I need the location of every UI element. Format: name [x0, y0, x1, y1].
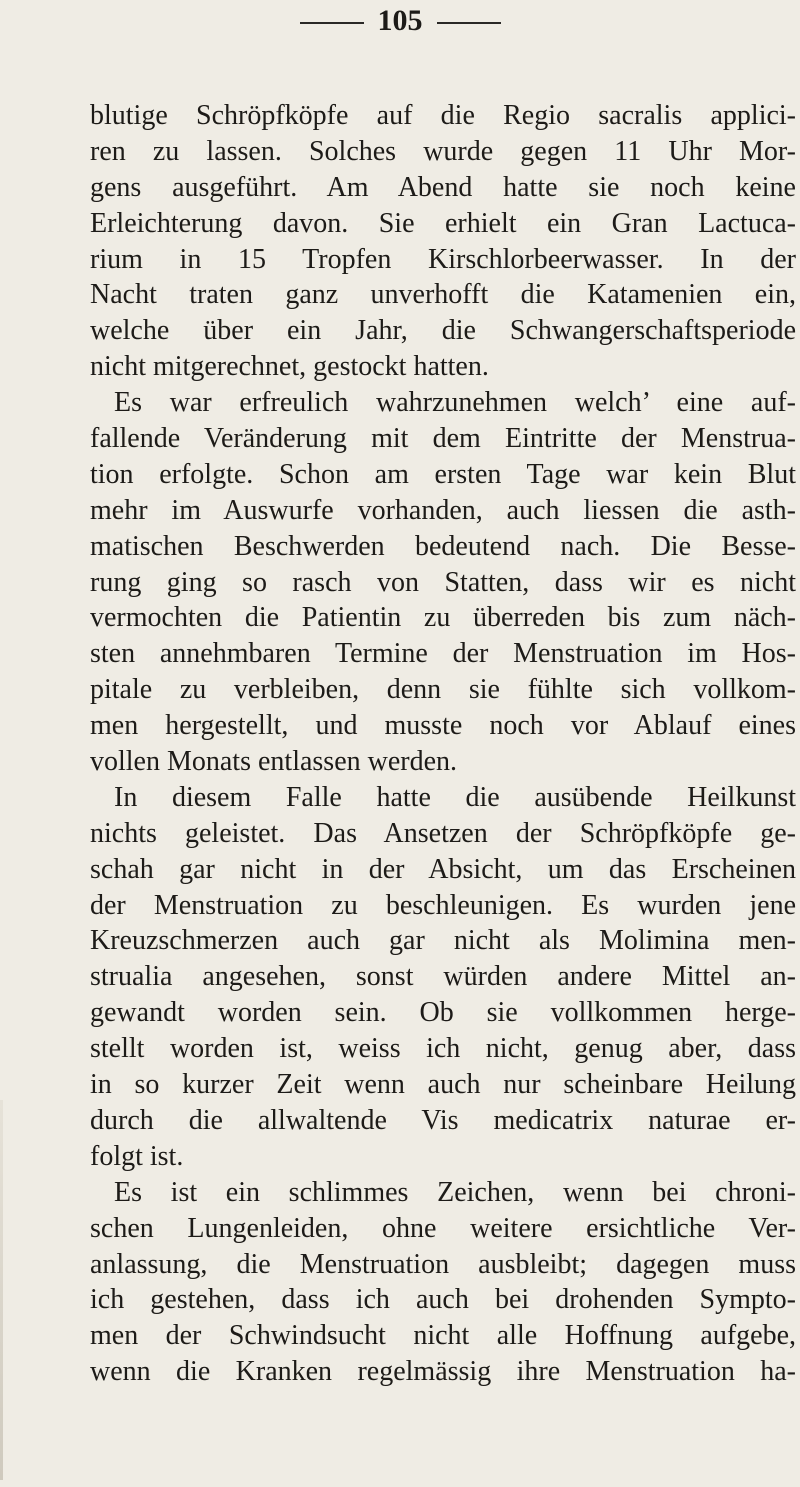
header-rule-right: [437, 22, 501, 24]
text-line: schah gar nicht in der Absicht, um das Erscheinen: [90, 853, 796, 885]
text-line: pitale zu verbleiben, denn sie fühlte sich vollkom-: [90, 674, 796, 706]
text-line: Es ist ein schlimmes Zeichen, wenn bei chroni-: [114, 1176, 796, 1208]
text-line: Erleichterung davon. Sie erhielt ein Gran Lactuca-: [90, 207, 796, 239]
text-line: welche über ein Jahr, die Schwangerschaftsperiode: [90, 315, 796, 347]
text-line: ren zu lassen. Solches wurde gegen 11 Uhr Mor-: [90, 135, 796, 167]
text-line: vollen Monats entlassen werden.: [90, 746, 458, 778]
text-line: mehr im Auswurfe vorhanden, auch liessen die asth-: [90, 494, 796, 526]
text-line: men hergestellt, und musste noch vor Ablauf eines: [90, 710, 796, 742]
text-line: In diesem Falle hatte die ausübende Heilkunst: [114, 781, 796, 813]
text-line: ich gestehen, dass ich auch bei drohenden Sympto-: [90, 1284, 796, 1316]
text-line: rium in 15 Tropfen Kirschlorbeerwasser. In der: [90, 243, 796, 275]
text-line: der Menstruation zu beschleunigen. Es wurden jene: [90, 889, 796, 921]
text-line: strualia angesehen, sonst würden andere Mittel an-: [90, 961, 796, 993]
page-edge-shadow: [0, 1100, 3, 1480]
text-line: schen Lungenleiden, ohne weitere ersichtliche Ver-: [90, 1212, 796, 1244]
text-line: wenn die Kranken regelmässig ihre Menstruation ha-: [90, 1356, 796, 1388]
text-line: anlassung, die Menstruation ausbleibt; dagegen muss: [90, 1248, 796, 1280]
text-line: folgt ist.: [90, 1140, 184, 1172]
text-line: Nacht traten ganz unverhofft die Katamenien ein,: [90, 279, 796, 311]
text-line: vermochten die Patientin zu überreden bis zum näch-: [90, 602, 796, 634]
header-rule-left: [300, 22, 364, 24]
text-line: Es war erfreulich wahrzunehmen welch’ eine auf-: [114, 387, 796, 419]
text-line: blutige Schröpfköpfe auf die Regio sacralis applici-: [90, 100, 796, 131]
text-line: sten annehmbaren Termine der Menstruation im Hos-: [90, 638, 796, 670]
text-line: rung ging so rasch von Statten, dass wir es nicht: [90, 566, 796, 598]
text-line: gens ausgeführt. Am Abend hatte sie noch keine: [90, 171, 796, 203]
text-line: nicht mitgerechnet, gestockt hatten.: [90, 351, 489, 383]
text-line: nichts geleistet. Das Ansetzen der Schröpfköpfe ge-: [90, 817, 796, 849]
page-number: 105: [377, 4, 423, 37]
text-line: stellt worden ist, weiss ich nicht, genug aber, dass: [90, 1033, 796, 1065]
page-body: [90, 98, 796, 1390]
page-header: [0, 4, 800, 38]
text-line: durch die allwaltende Vis medicatrix naturae er-: [90, 1104, 796, 1136]
text-line: gewandt worden sein. Ob sie vollkommen herge-: [90, 997, 796, 1029]
text-line: matischen Beschwerden bedeutend nach. Die Besse-: [90, 530, 796, 562]
text-line: tion erfolgte. Schon am ersten Tage war kein Blut: [90, 458, 796, 490]
text-line: men der Schwindsucht nicht alle Hoffnung aufgebe,: [90, 1320, 796, 1352]
text-line: Kreuzschmerzen auch gar nicht als Molimina men-: [90, 925, 796, 957]
text-line: fallende Veränderung mit dem Eintritte der Menstrua-: [90, 423, 796, 455]
text-line: in so kurzer Zeit wenn auch nur scheinbare Heilung: [90, 1069, 796, 1101]
